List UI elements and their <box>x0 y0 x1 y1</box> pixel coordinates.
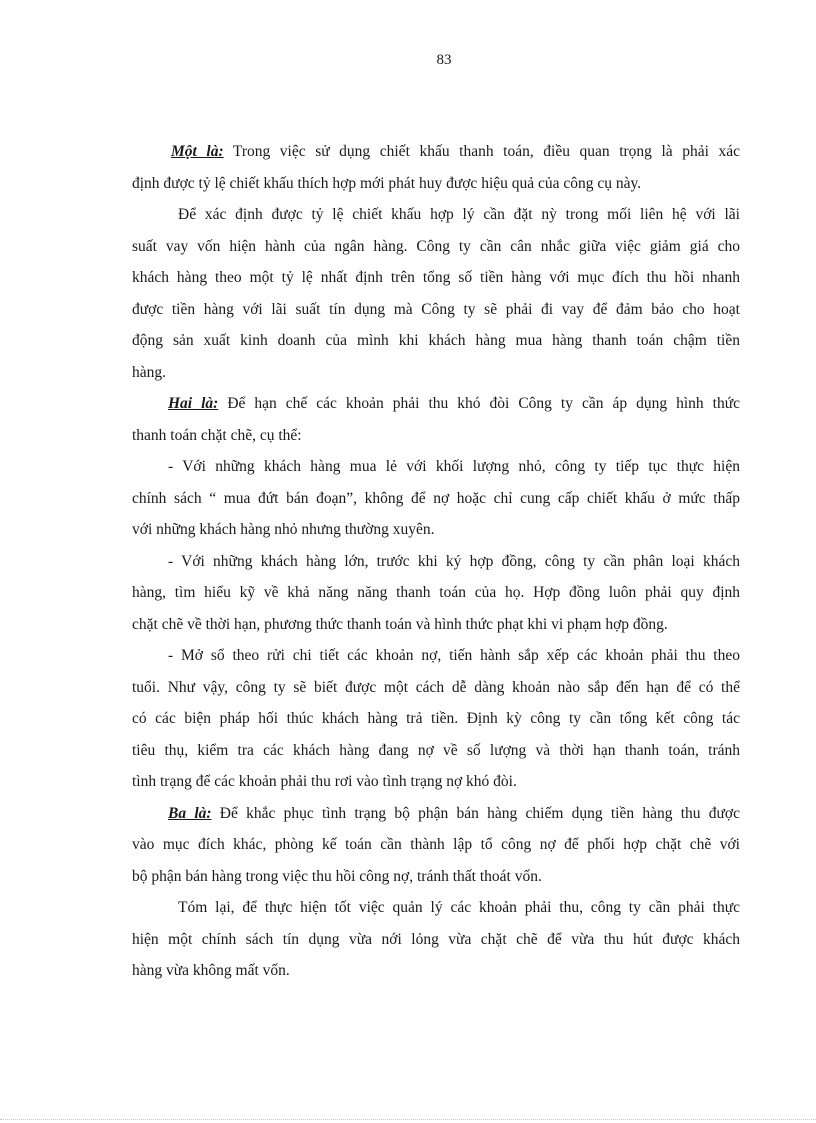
paragraph-line: tiêu thụ, kiểm tra các khách hàng đang nợ về số lượng và thời hạn thanh toán, tránh <box>132 741 740 759</box>
paragraph-hai-la <box>132 388 740 451</box>
paragraph-line: hàng, tìm hiểu kỹ về khả năng năng thanh toán của họ. Hợp đồng luôn phải quy định <box>132 584 740 601</box>
paragraph-mot-la <box>132 136 740 199</box>
paragraph-line: chính sách “ mua đứt bán đoạn”, không để nợ hoặc chỉ cung cấp chiết khấu ở mức thấp <box>132 489 740 507</box>
paragraph-line: hàng. <box>132 363 167 381</box>
paragraph-line: Hai là: Để hạn chế các khoản phải thu khó đòi Công ty cần áp dụng hình thức <box>168 395 740 412</box>
paragraph-label: Một là: <box>171 143 224 160</box>
paragraph-label: Hai là: <box>168 395 219 412</box>
paragraph-line: Một là: Trong việc sử dụng chiết khấu thanh toán, điều quan trọng là phải xác <box>171 143 740 160</box>
paragraph-label: Ba là: <box>168 804 212 822</box>
paragraph-line: Ba là: Để khắc phục tình trạng bộ phận bán hàng chiếm dụng tiền hàng thu được <box>168 804 740 822</box>
document-body <box>132 136 740 987</box>
paragraph-ty-le-chiet-khau <box>132 199 740 388</box>
paragraph-line: chặt chẽ về thời hạn, phương thức thanh toán và hình thức phạt khi vi phạm hợp đồng. <box>132 615 668 633</box>
paragraph-line: định được tỷ lệ chiết khấu thích hợp mới phát huy được hiệu quả của công cụ này. <box>132 174 642 192</box>
page-number: 83 <box>436 52 452 68</box>
paragraph-line: - Với những khách hàng mua lẻ với khối lượng nhỏ, công ty tiếp tục thực hiện <box>168 458 740 475</box>
paragraph-line: Để xác định được tỷ lệ chiết khấu hợp lý cần đặt nỳ trong mối liên hệ với lãi <box>178 206 740 223</box>
paragraph-line: suất vay vốn hiện hành của ngân hàng. Công ty cần cân nhắc giữa việc giảm giá cho <box>132 237 740 255</box>
paragraph-line: - Mở sổ theo rửi chi tiết các khoản nợ, tiến hành sắp xếp các khoản phải thu theo <box>168 647 740 664</box>
paragraph-ba-la <box>132 798 740 893</box>
paragraph-line: bộ phận bán hàng trong việc thu hồi công nợ, tránh thất thoát vốn. <box>132 867 542 885</box>
paragraph-line: được tiền hàng với lãi suất tín dụng mà Công ty sẽ phải đi vay để đảm bảo cho hoạt <box>132 300 740 318</box>
paragraph-line: hiện một chính sách tín dụng vừa nới lỏng vừa chặt chẽ để vừa thu hút được khách <box>132 930 740 948</box>
paragraph-line: tuổi. Như vậy, công ty sẽ biết được một cách dễ dàng khoản nào sắp đến hạn để có thể <box>132 678 740 696</box>
bullet-khach-hang-nho <box>132 451 740 546</box>
paragraph-line: có các biện pháp hối thúc khách hàng trả tiền. Định kỳ công ty cần tổng kết công tác <box>132 710 740 727</box>
paragraph-line: - Với những khách hàng lớn, trước khi ký hợp đồng, công ty cần phân loại khách <box>168 552 740 570</box>
paragraph-line: tình trạng để các khoản phải thu rơi vào tình trạng nợ khó đòi. <box>132 773 517 790</box>
paragraph-line: vào mục đích khác, phòng kế toán cần thành lập tổ công nợ để phối hợp chặt chẽ với <box>132 836 740 853</box>
paragraph-line: khách hàng theo một tỷ lệ nhất định trên tổng số tiền hàng với mục đích thu hồi nhanh <box>132 269 740 286</box>
bullet-khach-hang-lon <box>132 546 740 641</box>
paragraph-line: với những khách hàng nhỏ nhưng thường xuyên. <box>132 521 435 538</box>
bullet-mo-so-theo-doi <box>132 640 740 798</box>
paragraph-line: thanh toán chặt chẽ, cụ thể: <box>132 426 302 444</box>
paragraph-line: Tóm lại, để thực hiện tốt việc quản lý các khoản phải thu, công ty cần phải thực <box>178 899 740 916</box>
paragraph-line: hàng vừa không mất vốn. <box>132 962 290 979</box>
paragraph-line: động sản xuất kinh doanh của mình khi khách hàng mua hàng thanh toán chậm tiền <box>132 332 740 349</box>
paragraph-tom-lai <box>132 892 740 987</box>
page-bottom-divider <box>0 1119 816 1120</box>
